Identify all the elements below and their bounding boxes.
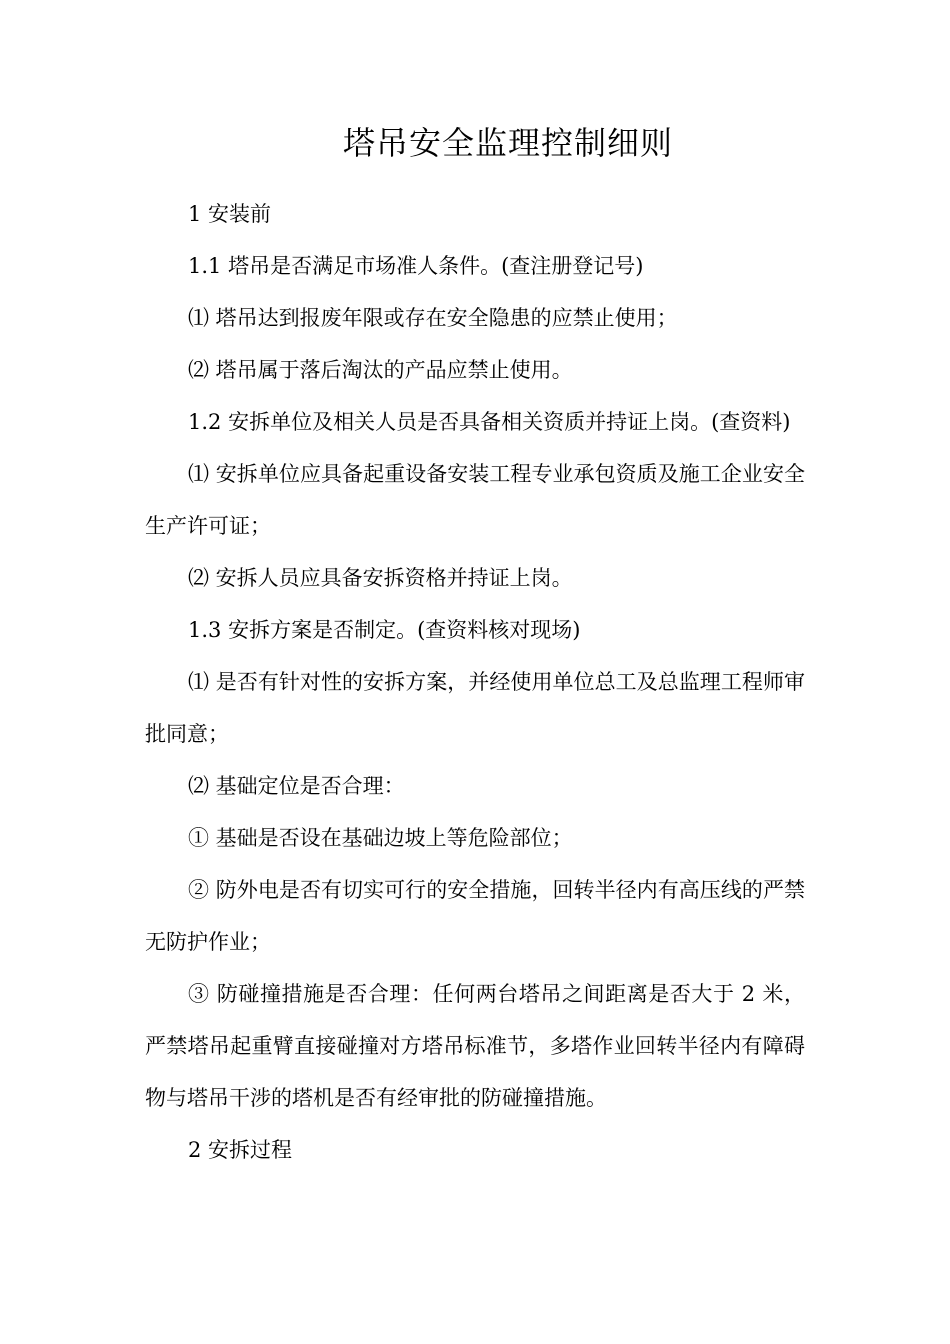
list-item: ⑴ 安拆单位应具备起重设备安装工程专业承包资质及施工企业安全生产许可证； — [145, 462, 805, 538]
document-body — [145, 188, 805, 1176]
heading-section-1-2: 1.2 安拆单位及相关人员是否具备相关资质并持证上岗。(查资料) — [188, 410, 791, 434]
sub-list-item: ② 防外电是否有切实可行的安全措施，回转半径内有高压线的严禁无防护作业； — [145, 878, 805, 954]
list-item: ⑴ 是否有针对性的安拆方案，并经使用单位总工及总监理工程师审批同意； — [145, 670, 805, 746]
list-item: ⑵ 塔吊属于落后淘汰的产品应禁止使用。 — [188, 358, 573, 382]
list-item: ⑵ 基础定位是否合理： — [188, 774, 405, 798]
heading-section-1-3: 1.3 安拆方案是否制定。(查资料核对现场) — [188, 618, 581, 642]
list-item: ⑴ 塔吊达到报废年限或存在安全隐患的应禁止使用； — [188, 306, 678, 330]
list-item: ⑵ 安拆人员应具备安拆资格并持证上岗。 — [188, 566, 573, 590]
sub-list-item: ① 基础是否设在基础边坡上等危险部位； — [188, 826, 573, 850]
heading-section-1: 1 安装前 — [188, 202, 272, 226]
sub-list-item: ③ 防碰撞措施是否合理：任何两台塔吊之间距离是否大于 2 米，严禁塔吊起重臂直接碰撞对方塔吊标准节，多塔作业回转半径内有障碍物与塔吊干涉的塔机是否有经审批的防碰撞措施。 — [145, 982, 805, 1110]
heading-section-1-1: 1.1 塔吊是否满足市场准人条件。(查注册登记号) — [188, 254, 644, 278]
page-title: 塔吊安全监理控制细则 — [342, 124, 673, 162]
heading-section-2: 2 安拆过程 — [188, 1138, 293, 1162]
